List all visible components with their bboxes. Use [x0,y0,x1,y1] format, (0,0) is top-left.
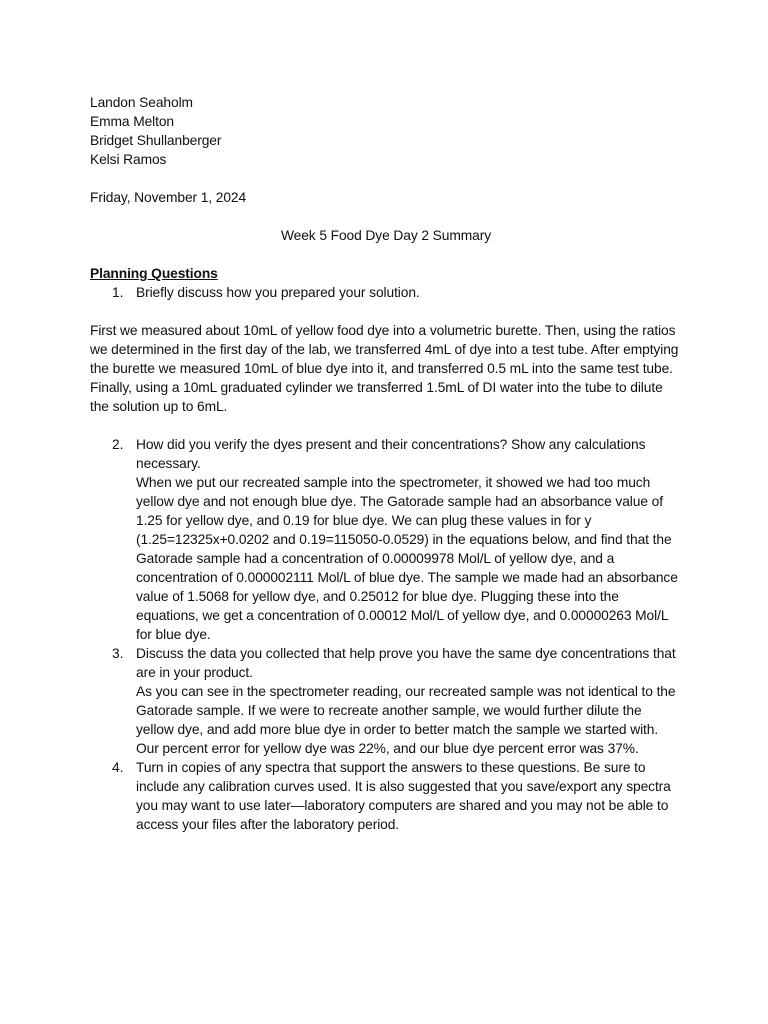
question-text: How did you verify the dyes present and their concentrations? Show any calculations necessary. [136,437,646,471]
question-3 [90,644,682,758]
question-answer: As you can see in the spectrometer reading, our recreated sample was not identical to the Gatorade sample. If we were to recreate another sample, we would further dilute the yellow dye, and add more blue dye in order to better match the sample we started with. Our percent error for yellow dye was 22%, and our blue dye percent error was 37%. [136,684,676,756]
document-date: Friday, November 1, 2024 [90,190,247,205]
question-4 [90,758,682,834]
question-text: Turn in copies of any spectra that support the answers to these questions. Be sure to include any calibration curves used. It is also suggested that you save/export any spectra you may want to use later—laboratory computers are shared and you may not be able to access your files after the laboratory period. [136,760,671,832]
answer-1-paragraph: First we measured about 10mL of yellow food dye into a volumetric burette. Then, using the ratios we determined in the first day of the lab, we transferred 4mL of dye into a test tube. After emptying the burette we measured 10mL of blue dye into it, and transferred 0.5 mL into the same test tube. Finally, using a 10mL graduated cylinder we transferred 1.5mL of DI water into the tube to dilute the solution up to 6mL. [90,323,679,414]
question-number: 3. [112,646,124,661]
question-2 [90,435,682,644]
question-number: 2. [112,437,124,452]
question-number: 1. [112,285,124,300]
author-name: Bridget Shullanberger [90,133,222,148]
question-text: Discuss the data you collected that help prove you have the same dye concentrations that are in your product. [136,646,676,680]
question-text: Briefly discuss how you prepared your solution. [136,285,420,300]
section-heading: Planning Questions [90,266,218,281]
document-content [90,93,682,834]
question-1 [90,283,682,302]
author-name: Landon Seaholm [90,95,193,110]
author-name: Emma Melton [90,114,175,129]
author-list [90,93,682,169]
author-name: Kelsi Ramos [90,152,167,167]
document-title: Week 5 Food Dye Day 2 Summary [280,228,491,243]
question-number: 4. [112,760,124,775]
question-answer: When we put our recreated sample into the spectrometer, it showed we had too much yellow dye and not enough blue dye. The Gatorade sample had an absorbance value of 1.25 for yellow dye, and 0.19 for blue dye. We can plug these values in for y (1.25=12325x+0.0202 and 0.19=115050-0.0529) in the equations below, and find that the Gatorade sample had a concentration of 0.00009978 Mol/L of yellow dye, and a concentration of 0.000002111 Mol/L of blue dye. The sample we made had an absorbance value of 1.5068 for yellow dye, and 0.25012 for blue dye. Plugging these into the equations, we get a concentration of 0.00012 Mol/L of yellow dye, and 0.00000263 Mol/L for blue dye. [136,475,678,642]
